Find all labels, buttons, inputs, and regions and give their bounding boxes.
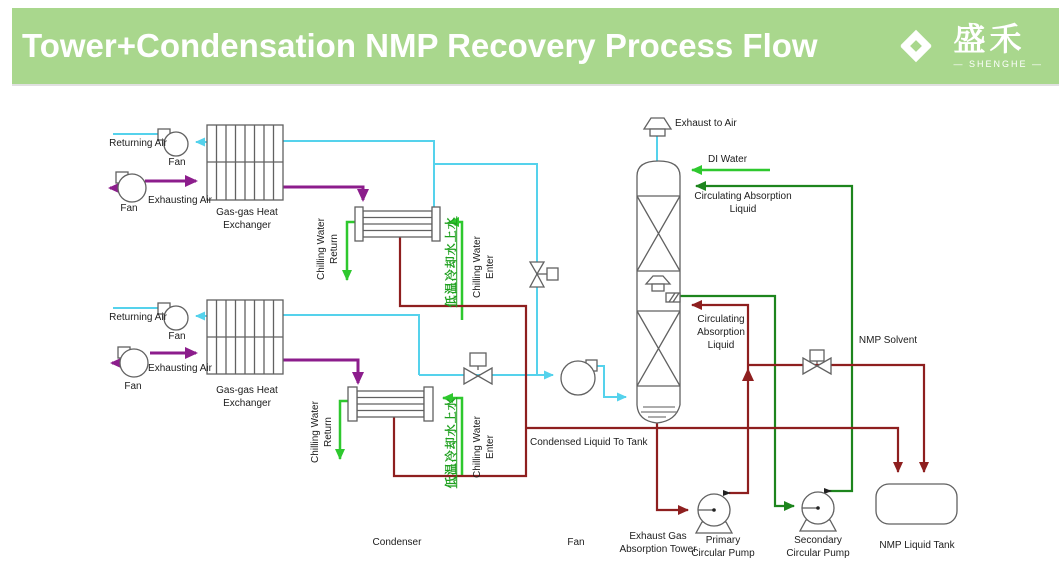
valve-icon-riser [530,262,558,287]
label-circulating-absorption-mid: Circulating Absorption Liquid [697,314,745,351]
label-circulating-absorption-top: Circulating Absorption Liquid [694,191,792,215]
nmp-tank [876,484,957,524]
valve-icon-main-gas [464,353,492,384]
label-heat-exchanger-bottom: Gas-gas Heat Exchanger [216,385,278,409]
label-heat-exchanger-top: Gas-gas Heat Exchanger [216,207,278,231]
heat-exchanger-top [207,125,283,200]
label-fan-top-left: Fan [120,203,138,214]
label-chilling-water-return-top: Chilling Water Return [316,218,340,280]
label-chilling-water-enter-top: Chilling Water Enter [472,236,496,298]
primary-pump-icon [696,494,732,533]
label-secondary-pump: Secondary Circular Pump [786,535,850,559]
label-chilling-water-enter-bottom: Chilling Water Enter [472,416,496,478]
label-chilling-water-cn-bottom: 低温冷却水上水 [444,397,459,489]
label-returning-air-bottom: Returning Air [109,312,167,323]
label-condensed-liquid: Condensed Liquid To Tank [530,437,648,448]
label-nmp-solvent: NMP Solvent [858,335,918,346]
secondary-pump-icon [800,492,836,531]
heat-exchanger-bottom [207,300,283,374]
exhaust-fan-top-icon [116,172,146,202]
main-fan-icon [561,360,597,395]
label-exhausting-air-top: Exhausting Air [148,195,212,206]
label-fan-bottom-left: Fan [124,381,142,392]
label-primary-pump: Primary Circular Pump [691,535,755,559]
label-exhausting-air-bottom: Exhausting Air [148,363,212,374]
exhaust-fan-bottom-icon [118,347,148,377]
label-fan-top-right: Fan [168,157,186,168]
valve-icon-nmp [803,350,831,374]
label-exhaust-to-air: Exhaust to Air [675,118,737,129]
label-di-water: DI Water [708,154,748,165]
exhaust-vent-icon [644,118,671,136]
label-nmp-tank: NMP Liquid Tank [879,540,955,551]
page-title: Tower+Condensation NMP Recovery Process Flow [22,27,818,64]
absorption-tower [637,161,680,423]
label-fan-bottom-right: Fan [168,331,186,342]
label-fan-main: Fan [567,537,585,548]
label-absorption-tower: Exhaust Gas Absorption Tower [619,531,697,555]
condenser-bottom [348,387,433,421]
label-condenser: Condenser [372,537,422,548]
flow-arrow-up [742,368,754,381]
label-returning-air-top: Returning Air [109,138,167,149]
label-chilling-water-return-bottom: Chilling Water Return [310,401,334,463]
brand-chinese: 盛禾 [953,21,1026,57]
condenser-top [355,207,440,241]
cold-air-lines [113,134,657,397]
flow-arrow [723,490,731,496]
brand-latin: — SHENGHE — [953,59,1043,69]
label-chilling-water-cn-top: 低温冷却水上水 [444,216,459,308]
